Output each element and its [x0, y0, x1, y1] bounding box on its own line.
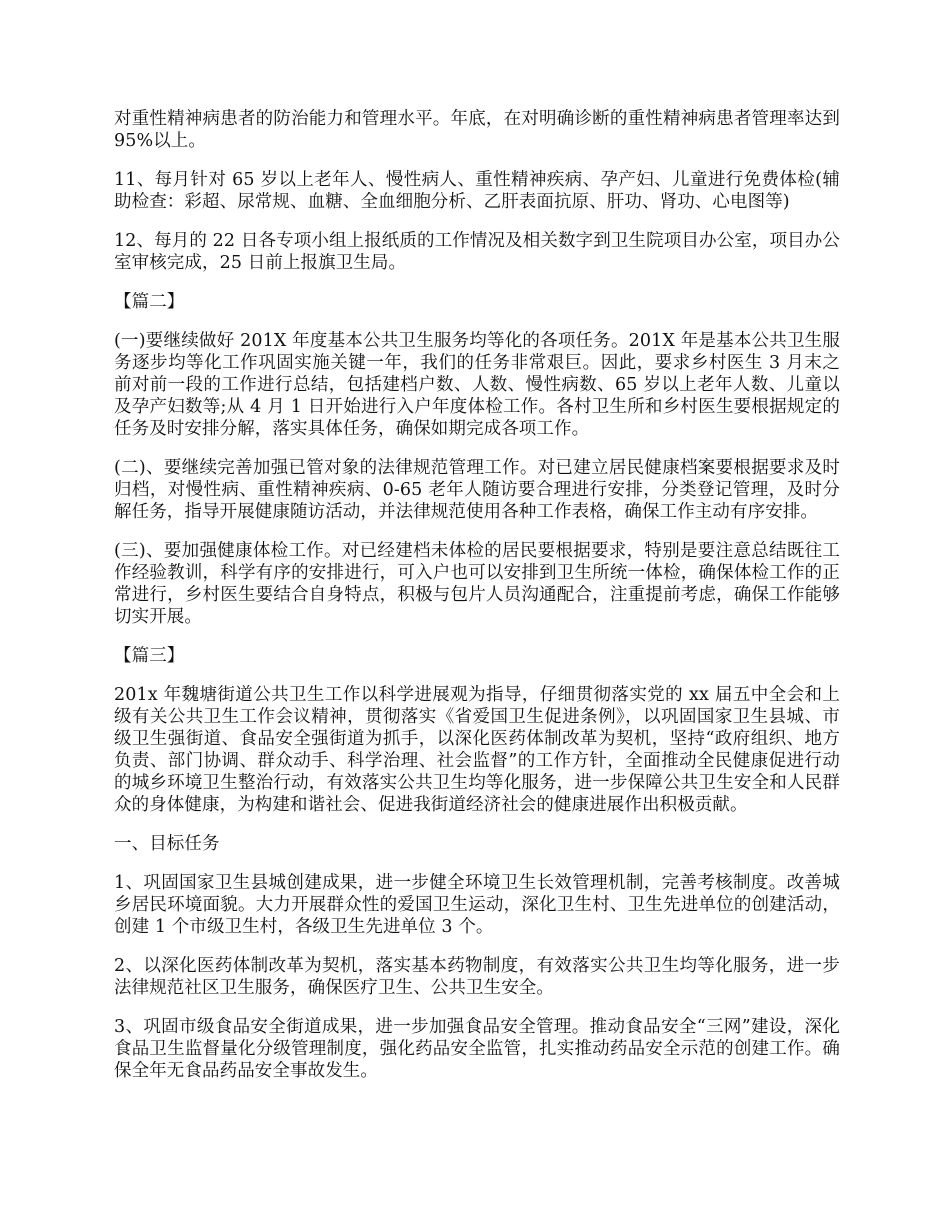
document-page	[114, 108, 840, 1099]
paragraph-part-two-item-3: (三)、要加强健康体检工作。对已经建档未体检的居民要根据要求，特别是要注意总结既往工作经验教训，科学有序的安排进行，可入户也可以安排到卫生所统一体检，确保体检工作的正常进行，乡村医生要结合自身特点，积极与包片人员沟通配合，注重提前考虑，确保工作能够切实开展。	[114, 541, 840, 627]
paragraph-mental-health-rate: 对重性精神病患者的防治能力和管理水平。年底，在对明确诊断的重性精神病患者管理率达到 95%以上。	[114, 109, 840, 151]
paragraph-item-12-monthly-report: 12、每月的 22 日各专项小组上报纸质的工作情况及相关数字到卫生院项目办公室，项目办公室审核完成，25 日前上报旗卫生局。	[114, 231, 840, 273]
paragraph-part-two-item-1: (一)要继续做好 201X 年度基本公共卫生服务均等化的各项任务。201X 年是基本公共卫生服务逐步均等化工作巩固实施关键一年，我们的任务非常艰巨。因此，要求乡村医生 3 月末之前对前一段的工作进行总结，包括建档户数、人数、慢性病数、65 岁以上老年人数、儿童以及孕产妇数等;从 4 月 1 日开始进行入户年度体检工作。各村卫生所和乡村医生要根据规定的任务及时安排分解，落实具体任务，确保如期完成各项工作。	[114, 331, 840, 439]
paragraph-part-three-intro: 201x 年魏塘街道公共卫生工作以科学进展观为指导，仔细贯彻落实党的 xx 届五中全会和上级有关公共卫生工作会议精神，贯彻落实《省爱国卫生促进条例》，以巩固国家卫生县城、市级卫生强街道、食品安全强街道为抓手，以深化医药体制改革为契机，坚持“政府组织、地方负责、部门协调、群众动手、科学治理、社会监督”的工作方针，全面推动全民健康促进行动的城乡环境卫生整治行动，有效落实公共卫生均等化服务，进一步保障公共卫生安全和人民群众的身体健康，为构建和谐社会、促进我街道经济社会的健康进展作出积极贡献。	[114, 685, 840, 815]
paragraph-part-two-item-2: (二)、要继续完善加强已管对象的法律规范管理工作。对已建立居民健康档案要根据要求及时归档，对慢性病、重性精神疾病、0-65 老年人随访要合理进行安排，分类登记管理，及时分解任务，指导开展健康随访活动，并法律规范使用各种工作表格，确保工作主动有序安排。	[114, 458, 840, 522]
paragraph-goal-2: 2、以深化医药体制改革为契机，落实基本药物制度，有效落实公共卫生均等化服务，进一步法律规范社区卫生服务，确保医疗卫生、公共卫生安全。	[114, 956, 840, 998]
section-heading-part-three: 【篇三】	[114, 646, 185, 666]
subheading-goals-tasks: 一、目标任务	[114, 834, 220, 854]
paragraph-goal-1: 1、巩固国家卫生县城创建成果，进一步健全环境卫生长效管理机制，完善考核制度。改善城乡居民环境面貌。大力开展群众性的爱国卫生运动，深化卫生村、卫生先进单位的创建活动，创建 1 个市级卫生村，各级卫生先进单位 3 个。	[114, 873, 840, 937]
paragraph-item-11-free-checkup: 11、每月针对 65 岁以上老年人、慢性病人、重性精神疾病、孕产妇、儿童进行免费体检(辅助检查：彩超、尿常规、血糖、全血细胞分析、乙肝表面抗原、肝功、肾功、心电图等)	[114, 170, 840, 212]
section-heading-part-two: 【篇二】	[114, 292, 185, 312]
paragraph-goal-3: 3、巩固市级食品安全街道成果，进一步加强食品安全管理。推动食品安全“三网”建设，深化食品卫生监督量化分级管理制度，强化药品安全监管，扎实推动药品安全示范的创建工作。确保全年无食品药品安全事故发生。	[114, 1017, 840, 1081]
